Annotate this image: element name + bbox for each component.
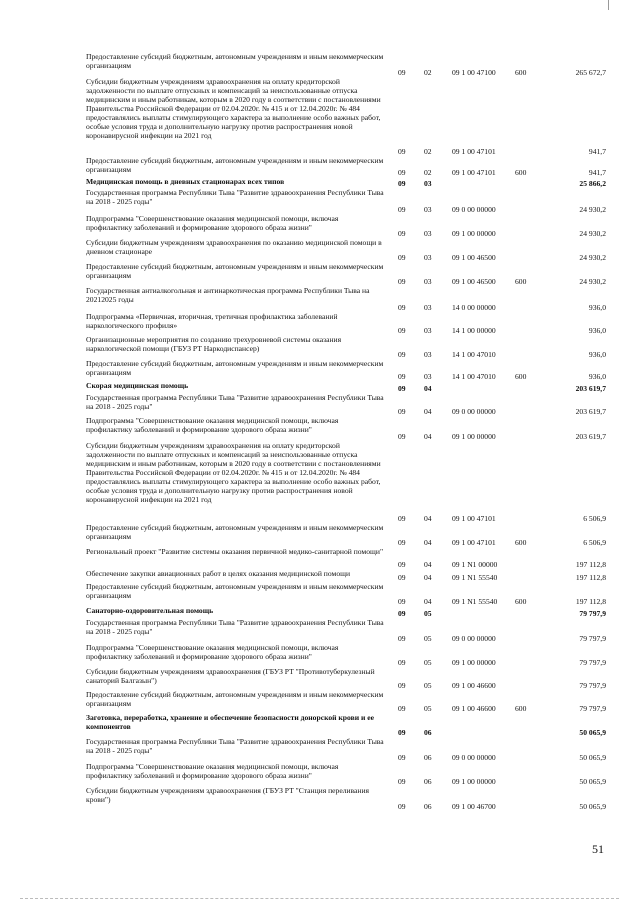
- table-row: [86, 214, 606, 238]
- row-description: Субсидии бюджетным учреждениям здравоохранения (ГБУЗ РТ "Станция переливания крови"): [86, 786, 370, 804]
- subsection-code: 06: [424, 728, 432, 737]
- subsection-code: 03: [424, 350, 432, 359]
- table-row: [86, 381, 606, 393]
- amount: 936,0: [588, 350, 606, 359]
- subsection-code: 03: [424, 229, 432, 238]
- subsection-code: 03: [424, 277, 432, 286]
- target-article-code: 09 1 00 46700: [452, 802, 496, 811]
- table-row: [86, 606, 606, 618]
- row-description: Государственная программа Республики Тыва "Развитие здравоохранения Республики Тыва на 2018 - 2025 годы": [86, 188, 384, 206]
- row-description: Предоставление субсидий бюджетным, автономным учреждениям и иным некоммерческим организациям: [86, 690, 384, 708]
- subsection-code: 04: [424, 538, 432, 547]
- target-article-code: 09 1 00 00000: [452, 777, 496, 786]
- amount: 941,7: [588, 147, 606, 156]
- subsection-code: 06: [424, 777, 432, 786]
- amount: 265 672,7: [575, 68, 606, 77]
- table-row: [86, 188, 606, 214]
- row-description: Субсидии бюджетным учреждениям здравоохранения на оплату кредиторской задолженности по выплате отпускных и компенсаций за неиспользованные отпуска медицинским и иным работникам, которым в 2020 году в соответствии с постановлениями Правительства Российской Федерации от 02.04.2020г. № 415 и от 12.04.2020г. № 484 предоставлялись выплаты стимулирующего характера за выполнение особо важных работ, особые условия труда и дополнительную нагрузку против распространения новой коронавирусной инфекции на 2021 год: [86, 441, 381, 504]
- table-row: [86, 335, 606, 359]
- section-code: 09: [398, 777, 406, 786]
- row-description: Предоставление субсидий бюджетным, автономным учреждениям и иным некоммерческим организациям: [86, 156, 384, 174]
- table-row: [86, 667, 606, 690]
- table-row: [86, 737, 606, 762]
- subsection-code: 03: [424, 372, 432, 381]
- section-code: 09: [398, 634, 406, 643]
- target-article-code: 09 0 00 00000: [452, 205, 496, 214]
- target-article-code: 09 1 00 47101: [452, 147, 496, 156]
- table-row: [86, 416, 606, 441]
- subsection-code: 04: [424, 560, 432, 569]
- table-row: [86, 156, 606, 177]
- amount: 936,0: [588, 372, 606, 381]
- target-article-code: 09 1 00 46500: [452, 277, 496, 286]
- subsection-code: 02: [424, 68, 432, 77]
- target-article-code: 09 0 00 00000: [452, 407, 496, 416]
- table-row: [86, 643, 606, 667]
- table-row: [86, 547, 606, 569]
- amount: 941,7: [588, 168, 606, 177]
- target-article-code: 09 1 N1 55540: [452, 597, 498, 606]
- amount: 24 930,2: [579, 205, 606, 214]
- section-code: 09: [398, 68, 406, 77]
- section-code: 09: [398, 609, 406, 618]
- table-row: [86, 393, 606, 416]
- amount: 197 112,8: [575, 597, 606, 606]
- section-code: 09: [398, 407, 406, 416]
- amount: 197 112,8: [575, 573, 606, 582]
- subsection-code: 02: [424, 168, 432, 177]
- amount: 6 506,9: [583, 538, 606, 547]
- table-row: [86, 582, 606, 606]
- amount: 203 619,7: [575, 432, 606, 441]
- target-article-code: 09 1 00 46500: [452, 253, 496, 262]
- row-description: Предоставление субсидий бюджетным, автономным учреждениям и иным некоммерческим организациям: [86, 582, 384, 600]
- row-description: Подпрограмма "Совершенствование оказания медицинской помощи, включая профилактику заболеваний и формирование здорового образа жизни": [86, 416, 339, 434]
- target-article-code: 09 1 00 47101: [452, 168, 496, 177]
- table-row: [86, 762, 606, 786]
- amount: 50 065,9: [579, 728, 606, 737]
- section-code: 09: [398, 560, 406, 569]
- row-description: Государственная антиалкогольная и антинаркотическая программа Республики Тыва на 20212025 годы: [86, 286, 370, 304]
- table-row: [86, 523, 606, 547]
- table-row: [86, 713, 606, 737]
- table-row: [86, 312, 606, 335]
- subsection-code: 04: [424, 514, 432, 523]
- row-description: Субсидии бюджетным учреждениям здравоохранения (ГБУЗ РТ "Противотуберкулезный санаторий Балгазын"): [86, 667, 375, 685]
- section-code: 09: [398, 229, 406, 238]
- row-description: Организационные мероприятия по созданию трехуровневой системы оказания наркологической помощи (ГБУЗ РТ Наркодиспансер): [86, 335, 342, 353]
- row-description: Государственная программа Республики Тыва "Развитие здравоохранения Республики Тыва на 2018 - 2025 годы": [86, 618, 384, 636]
- section-code: 09: [398, 179, 406, 188]
- target-article-code: 09 1 N1 55540: [452, 573, 498, 582]
- amount: 50 065,9: [579, 753, 606, 762]
- target-article-code: 09 0 00 00000: [452, 753, 496, 762]
- target-article-code: 14 0 00 00000: [452, 303, 496, 312]
- table-row: [86, 238, 606, 262]
- target-article-code: 09 1 00 00000: [452, 658, 496, 667]
- row-description: Предоставление субсидий бюджетным, автономным учреждениям и иным некоммерческим организациям: [86, 359, 384, 377]
- section-code: 09: [398, 384, 406, 393]
- subsection-code: 04: [424, 407, 432, 416]
- table-row: [86, 618, 606, 643]
- amount: 79 797,9: [579, 609, 606, 618]
- expense-type-code: 600: [515, 372, 527, 381]
- section-code: 09: [398, 802, 406, 811]
- subsection-code: 05: [424, 681, 432, 690]
- subsection-code: 05: [424, 658, 432, 667]
- subsection-code: 05: [424, 634, 432, 643]
- subsection-code: 04: [424, 384, 432, 393]
- amount: 203 619,7: [575, 384, 606, 393]
- section-code: 09: [398, 704, 406, 713]
- target-article-code: 09 1 00 47101: [452, 514, 496, 523]
- table-row: [86, 786, 606, 811]
- amount: 936,0: [588, 326, 606, 335]
- target-article-code: 09 1 N1 00000: [452, 560, 498, 569]
- expense-type-code: 600: [515, 597, 527, 606]
- table-row: [86, 286, 606, 312]
- section-code: 09: [398, 147, 406, 156]
- target-article-code: 14 1 00 00000: [452, 326, 496, 335]
- amount: 936,0: [588, 303, 606, 312]
- amount: 50 065,9: [579, 777, 606, 786]
- row-description: Региональный проект "Развитие системы оказания первичной медико-санитарной помощи": [86, 547, 384, 556]
- row-description: Подпрограмма "Совершенствование оказания медицинской помощи, включая профилактику заболеваний и формирование здорового образа жизни": [86, 643, 339, 661]
- subsection-code: 05: [424, 704, 432, 713]
- row-description: Государственная программа Республики Тыва "Развитие здравоохранения Республики Тыва на 2018 - 2025 годы": [86, 737, 384, 755]
- expense-type-code: 600: [515, 277, 527, 286]
- budget-table: [86, 52, 606, 811]
- amount: 24 930,2: [579, 277, 606, 286]
- subsection-code: 04: [424, 573, 432, 582]
- table-row: [86, 52, 606, 77]
- amount: 24 930,2: [579, 253, 606, 262]
- target-article-code: 09 1 00 00000: [452, 229, 496, 238]
- subsection-code: 03: [424, 326, 432, 335]
- section-code: 09: [398, 253, 406, 262]
- table-row: [86, 262, 606, 286]
- row-description: Государственная программа Республики Тыва "Развитие здравоохранения Республики Тыва на 2018 - 2025 годы": [86, 393, 384, 411]
- section-code: 09: [398, 597, 406, 606]
- amount: 6 506,9: [583, 514, 606, 523]
- page-number: 51: [592, 842, 604, 856]
- amount: 25 866,2: [579, 179, 606, 188]
- subsection-code: 03: [424, 205, 432, 214]
- row-description: Подпрограмма «Первичная, вторичная, третичная профилактика заболеваний наркологического профиля»: [86, 312, 338, 330]
- target-article-code: 14 1 00 47010: [452, 350, 496, 359]
- subsection-code: 04: [424, 432, 432, 441]
- row-description: Субсидии бюджетным учреждениям здравоохранения по оказанию медицинской помощи в дневном стационаре: [86, 238, 382, 256]
- subsection-code: 03: [424, 303, 432, 312]
- section-code: 09: [398, 538, 406, 547]
- table-row: [86, 690, 606, 713]
- section-code: 09: [398, 681, 406, 690]
- target-article-code: 09 1 00 47101: [452, 538, 496, 547]
- target-article-code: 09 1 00 46600: [452, 704, 496, 713]
- scan-bottom-edge: [20, 898, 619, 900]
- amount: 79 797,9: [579, 704, 606, 713]
- row-description: Санаторно-оздоровительная помощь: [86, 606, 214, 615]
- amount: 50 065,9: [579, 802, 606, 811]
- amount: 79 797,9: [579, 681, 606, 690]
- subsection-code: 05: [424, 609, 432, 618]
- row-description: Заготовка, переработка, хранение и обеспечение безопасности донорской крови и ее компонентов: [86, 713, 375, 731]
- section-code: 09: [398, 372, 406, 381]
- subsection-code: 02: [424, 147, 432, 156]
- section-code: 09: [398, 573, 406, 582]
- target-article-code: 09 1 00 00000: [452, 432, 496, 441]
- amount: 203 619,7: [575, 407, 606, 416]
- table-row: [86, 177, 606, 188]
- table-row: [86, 77, 606, 156]
- expense-type-code: 600: [515, 168, 527, 177]
- subsection-code: 04: [424, 597, 432, 606]
- table-row: [86, 441, 606, 523]
- section-code: 09: [398, 753, 406, 762]
- row-description: Подпрограмма "Совершенствование оказания медицинской помощи, включая профилактику заболеваний и формирование здорового образа жизни": [86, 762, 339, 780]
- table-row: [86, 569, 606, 582]
- row-description: Предоставление субсидий бюджетным, автономным учреждениям и иным некоммерческим организациям: [86, 523, 384, 541]
- row-description: Субсидии бюджетным учреждениям здравоохранения на оплату кредиторской задолженности по выплате отпускных и компенсаций за неиспользованные отпуска медицинским и иным работникам, которым в 2020 году в соответствии с постановлениями Правительства Российской Федерации от 02.04.2020г. № 415 и от 12.04.2020г. № 484 предоставлялись выплаты стимулирующего характера за выполнение особо важных работ, особые условия труда и дополнительную нагрузку против распространения новой коронавирусной инфекции на 2021 год: [86, 77, 381, 140]
- scan-edge-mark: [608, 0, 609, 10]
- row-description: Подпрограмма "Совершенствование оказания медицинской помощи, включая профилактику заболеваний и формирование здорового образа жизни": [86, 214, 339, 232]
- section-code: 09: [398, 205, 406, 214]
- target-article-code: 09 1 00 46600: [452, 681, 496, 690]
- target-article-code: 09 0 00 00000: [452, 634, 496, 643]
- amount: 197 112,8: [575, 560, 606, 569]
- amount: 79 797,9: [579, 634, 606, 643]
- row-description: Медицинская помощь в дневных стационарах всех типов: [86, 177, 285, 186]
- section-code: 09: [398, 303, 406, 312]
- section-code: 09: [398, 350, 406, 359]
- subsection-code: 06: [424, 802, 432, 811]
- expense-type-code: 600: [515, 68, 527, 77]
- target-article-code: 14 1 00 47010: [452, 372, 496, 381]
- amount: 24 930,2: [579, 229, 606, 238]
- section-code: 09: [398, 168, 406, 177]
- section-code: 09: [398, 728, 406, 737]
- section-code: 09: [398, 658, 406, 667]
- row-description: Скорая медицинская помощь: [86, 381, 189, 390]
- expense-type-code: 600: [515, 538, 527, 547]
- subsection-code: 03: [424, 179, 432, 188]
- subsection-code: 06: [424, 753, 432, 762]
- subsection-code: 03: [424, 253, 432, 262]
- row-description: Предоставление субсидий бюджетным, автономным учреждениям и иным некоммерческим организациям: [86, 262, 384, 280]
- row-description: Обеспечение закупки авиационных работ в целях оказания медицинской помощи: [86, 569, 351, 578]
- row-description: Предоставление субсидий бюджетным, автономным учреждениям и иным некоммерческим организациям: [86, 52, 384, 70]
- target-article-code: 09 1 00 47100: [452, 68, 496, 77]
- expense-type-code: 600: [515, 704, 527, 713]
- amount: 79 797,9: [579, 658, 606, 667]
- table-row: [86, 359, 606, 381]
- section-code: 09: [398, 514, 406, 523]
- section-code: 09: [398, 326, 406, 335]
- section-code: 09: [398, 277, 406, 286]
- section-code: 09: [398, 432, 406, 441]
